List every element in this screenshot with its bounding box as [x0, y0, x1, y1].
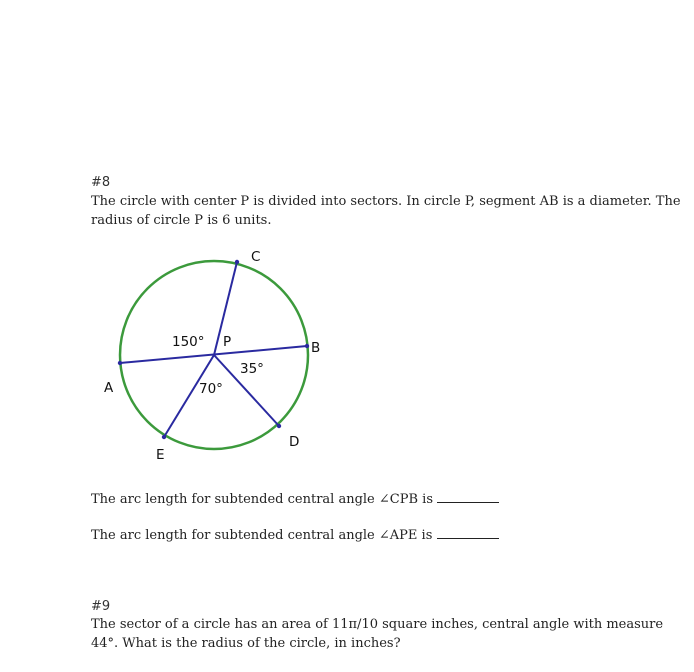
point-a [118, 361, 122, 365]
problem-8-number: #8 [91, 175, 111, 190]
question-ape [91, 526, 499, 543]
answer-blank-cpb[interactable] [437, 490, 499, 503]
point-b [305, 344, 309, 348]
problem-9-number: #9 [91, 599, 111, 614]
problem-8-text-line-2: radius of circle P is 6 units. [91, 213, 272, 228]
label-a: A [104, 380, 114, 396]
label-angle-70: 70° [199, 381, 223, 397]
question-cpb-text: The arc length for subtended central angle ∠CPB is [91, 492, 433, 507]
problem-8-text-line-1: The circle with center P is divided into sectors. In circle P, segment AB is a diameter. The [91, 194, 681, 209]
label-b: B [311, 340, 321, 356]
problem-9-text [91, 615, 681, 653]
question-ape-text: The arc length for subtended central angle ∠APE is [91, 528, 433, 543]
point-c [235, 260, 239, 264]
label-angle-150: 150° [172, 334, 205, 350]
answer-blank-ape[interactable] [437, 526, 499, 539]
label-c: C [251, 249, 261, 265]
label-angle-35: 35° [240, 361, 264, 377]
label-d: D [289, 434, 300, 450]
label-e: E [156, 447, 165, 463]
question-cpb [91, 490, 499, 507]
point-d [277, 424, 281, 428]
problem-9-text-line-2: 44°. What is the radius of the circle, in inches? [91, 636, 401, 651]
problem-9-text-line-1: The sector of a circle has an area of 11π/10 square inches, central angle with measure [91, 617, 664, 632]
point-e [162, 435, 166, 439]
label-p: P [223, 334, 232, 350]
